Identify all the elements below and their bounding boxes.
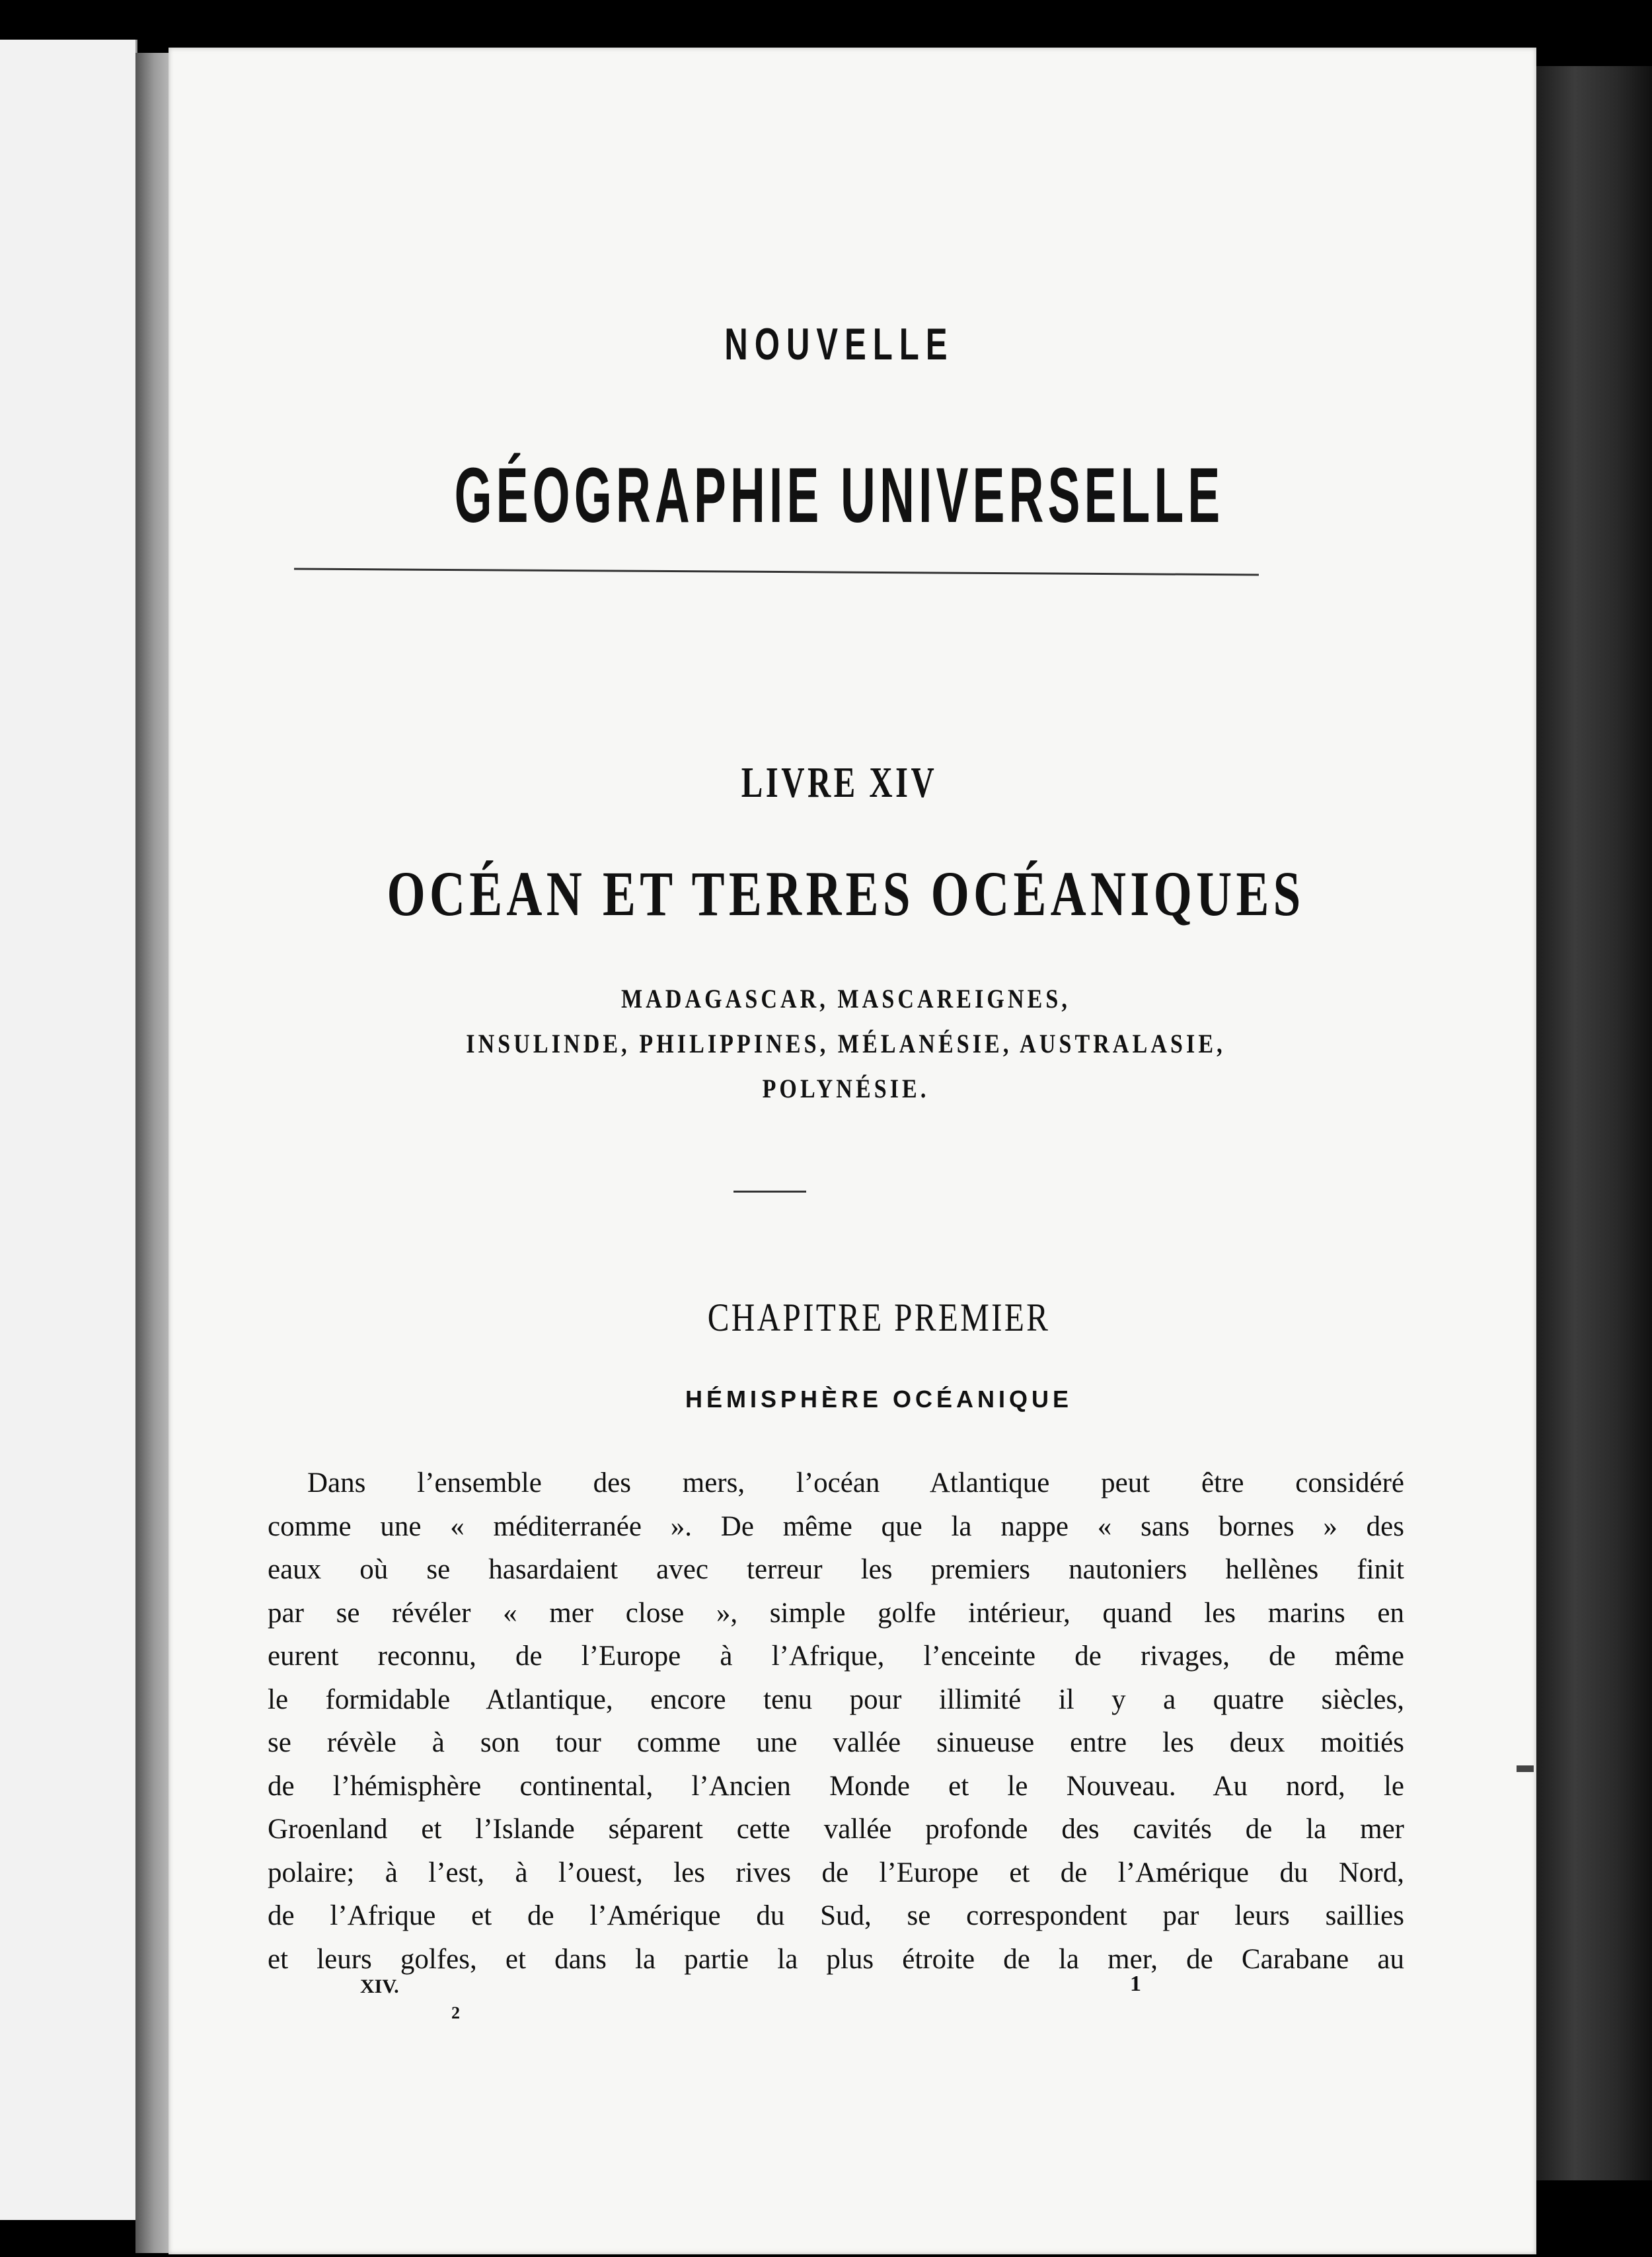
section-divider-rule	[733, 1191, 806, 1193]
margin-mark	[1517, 1765, 1534, 1772]
body-paragraph	[268, 1462, 1404, 1981]
body-line: comme une « méditerranée ». De même que la nappe « sans bornes » des	[268, 1510, 1404, 1542]
body-line: et leurs golfes, et dans la partie la plus étroite de la mer, de Carabane au	[268, 1943, 1404, 1975]
signature-mark: XIV.	[360, 1976, 399, 1997]
sheet-number: 1	[1130, 1972, 1141, 1996]
chapter-heading: HÉMISPHÈRE OCÉANIQUE	[685, 1386, 1073, 1413]
body-line: se révèle à son tour comme une vallée sinueuse entre les deux moitiés	[268, 1727, 1404, 1758]
body-line: par se révéler « mer close », simple golfe intérieur, quand les marins en	[268, 1597, 1404, 1629]
book-subtitle-line: INSULINDE, PHILIPPINES, MÉLANÉSIE, AUSTRALASIE,	[466, 1029, 1226, 1058]
body-line: polaire; à l’est, à l’ouest, les rives de l’Europe et de l’Amérique du Nord,	[268, 1857, 1404, 1888]
book-subtitle-line: MADAGASCAR, MASCAREIGNES,	[620, 984, 1071, 1014]
book-heading: OCÉAN ET TERRES OCÉANIQUES	[387, 858, 1305, 929]
footer-small-mark: 2	[451, 2003, 460, 2022]
body-line: eaux où se hasardaient avec terreur les premiers nautoniers hellènes finit	[268, 1554, 1404, 1585]
previous-page-edge	[0, 40, 137, 2220]
book-page	[169, 48, 1536, 2254]
series-title-line1: NOUVELLE	[724, 319, 954, 369]
book-label: LIVRE XIV	[741, 758, 938, 807]
series-title-line2: GÉOGRAPHIE UNIVERSELLE	[454, 452, 1224, 539]
body-line: le formidable Atlantique, encore tenu pour illimité il y a quatre siècles,	[268, 1684, 1404, 1715]
body-line: de l’hémisphère continental, l’Ancien Monde et le Nouveau. Au nord, le	[268, 1770, 1404, 1802]
body-line: de l’Afrique et de l’Amérique du Sud, se correspondent par leurs saillies	[268, 1900, 1404, 1931]
body-line: Groenland et l’Islande séparent cette vallée profonde des cavités de la mer	[268, 1814, 1404, 1845]
book-binding-edge	[1533, 66, 1652, 2180]
body-line: Dans l’ensemble des mers, l’océan Atlantique peut être considéré	[307, 1467, 1404, 1498]
book-subtitle-line: POLYNÉSIE.	[762, 1074, 930, 1103]
chapter-label: CHAPITRE PREMIER	[707, 1296, 1051, 1339]
body-line: eurent reconnu, de l’Europe à l’Afrique, l’enceinte de rivages, de même	[268, 1641, 1404, 1672]
title-divider-rule	[294, 568, 1259, 576]
